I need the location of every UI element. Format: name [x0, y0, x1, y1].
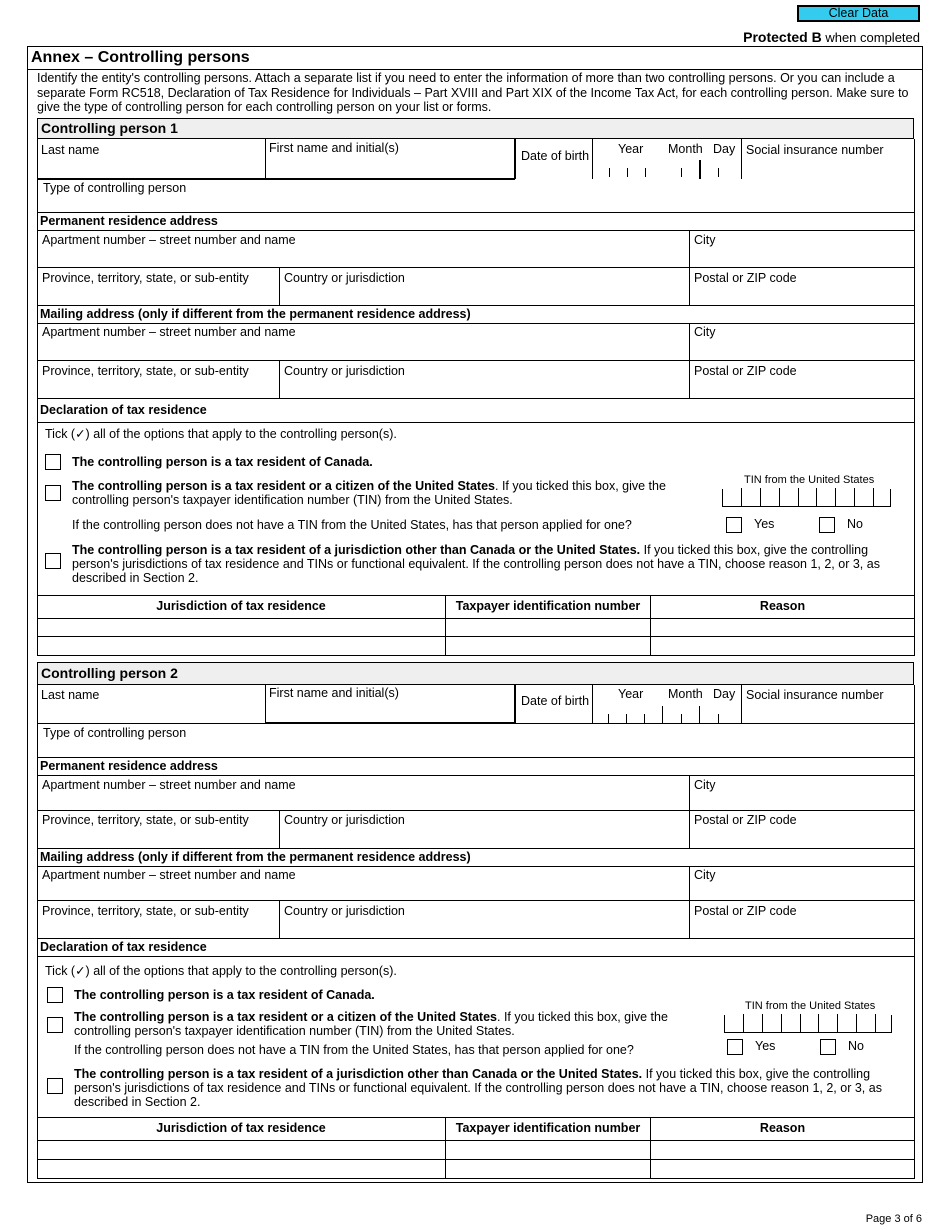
canada-resident-label: The controlling person is a tax resident of Canada. — [74, 988, 375, 1002]
reason-row-2-select[interactable] — [652, 1161, 912, 1177]
mail-province-input[interactable] — [39, 379, 277, 396]
us-resident-label — [72, 479, 672, 507]
divider — [914, 212, 915, 305]
country-label: Country or jurisdiction — [284, 813, 405, 827]
divider — [37, 685, 38, 723]
city-label: City — [694, 325, 716, 339]
no-label: No — [847, 517, 863, 531]
annex-title-divider — [28, 69, 922, 70]
mail-country-input[interactable] — [281, 919, 687, 936]
divider — [741, 139, 742, 179]
divider — [37, 723, 914, 724]
divider — [37, 305, 38, 398]
divider — [279, 267, 280, 305]
date-of-birth-label: Date of birth — [521, 149, 590, 163]
perm-street-input[interactable] — [39, 248, 687, 266]
declaration-heading: Declaration of tax residence — [40, 403, 207, 417]
divider — [279, 810, 280, 848]
day-label: Day — [713, 142, 736, 156]
postal-label: Postal or ZIP code — [694, 271, 797, 285]
divider — [37, 323, 914, 324]
divider — [741, 685, 742, 723]
tin-row-2-input[interactable] — [447, 1161, 648, 1177]
country-label: Country or jurisdiction — [284, 271, 405, 285]
apt-street-label: Apartment number – street number and name — [42, 325, 296, 339]
postal-label: Postal or ZIP code — [694, 813, 797, 827]
perm-address-heading: Permanent residence address — [40, 759, 218, 773]
date-of-birth-input[interactable] — [594, 703, 739, 722]
tin-us-label: TIN from the United States — [744, 474, 875, 486]
postal-label: Postal or ZIP code — [694, 364, 797, 378]
col-jurisdiction-header: Jurisdiction of tax residence — [156, 599, 326, 613]
type-input[interactable] — [39, 741, 912, 756]
divider — [914, 685, 915, 723]
divider — [914, 305, 915, 398]
page-number: Page 3 of 6 — [865, 1213, 922, 1225]
divider — [445, 1117, 446, 1178]
applied-question: If the controlling person does not have a TIN from the United States, has that person applied for one? — [72, 518, 632, 532]
day-label: Day — [713, 687, 736, 701]
divider — [689, 775, 690, 848]
divider — [37, 757, 914, 758]
apt-street-label: Apartment number – street number and name — [42, 868, 296, 882]
applied-yes-checkbox[interactable] — [727, 1039, 743, 1055]
divider — [279, 360, 280, 398]
divider — [37, 178, 266, 180]
other-jurisdiction-label — [74, 1067, 914, 1109]
divider — [914, 757, 915, 848]
other-jurisdiction-rest: If you ticked this box, give the controlling person's jurisdictions of tax residence and TINs or functional equivalent. If the controlling person does not have a TIN, choose reason 1, 2, or 3, as described in Section 2. — [74, 1067, 882, 1109]
col-tin-header: Taxpayer identification number — [455, 1121, 641, 1135]
divider — [37, 398, 914, 399]
divider — [650, 1117, 651, 1178]
apt-street-label: Apartment number – street number and name — [42, 778, 296, 792]
divider — [514, 139, 516, 179]
divider — [265, 139, 266, 179]
divider — [37, 1140, 914, 1141]
sin-input[interactable] — [743, 703, 912, 721]
us-resident-label — [74, 1010, 674, 1038]
perm-province-input[interactable] — [39, 286, 277, 303]
perm-postal-input[interactable] — [691, 828, 912, 846]
other-jurisdiction-rest: If you ticked this box, give the controlling person's jurisdictions of tax residence and TINs or functional equivalent. If the controlling person does not have a TIN, choose reason 1, 2, or 3, as described in Section 2. — [72, 543, 880, 585]
mail-city-input[interactable] — [691, 340, 912, 358]
protected-rest: when completed — [821, 30, 920, 45]
us-resident-checkbox[interactable] — [45, 485, 61, 501]
divider — [592, 139, 593, 179]
province-label: Province, territory, state, or sub-entity — [42, 364, 249, 378]
declaration-heading: Declaration of tax residence — [40, 940, 207, 954]
divider — [37, 618, 914, 619]
divider — [592, 685, 593, 723]
applied-no-checkbox[interactable] — [820, 1039, 836, 1055]
divider — [37, 723, 38, 757]
mail-city-input[interactable] — [691, 883, 912, 899]
country-label: Country or jurisdiction — [284, 364, 405, 378]
province-label: Province, territory, state, or sub-entity — [42, 904, 249, 918]
divider — [37, 810, 914, 811]
divider — [37, 139, 38, 179]
divider — [265, 178, 515, 180]
person-title: Controlling person 2 — [41, 665, 178, 681]
other-jurisdiction-checkbox[interactable] — [45, 553, 61, 569]
divider — [37, 305, 914, 306]
tin-row-2-input[interactable] — [447, 638, 648, 654]
perm-province-input[interactable] — [39, 828, 277, 846]
reason-row-1-select[interactable] — [652, 1142, 912, 1158]
city-label: City — [694, 778, 716, 792]
first-name-label: First name and initial(s) — [269, 686, 399, 700]
yes-label: Yes — [755, 1039, 776, 1053]
tick-instruction: Tick (✓) all of the options that apply to the controlling person(s). — [45, 427, 397, 441]
last-name-label: Last name — [41, 143, 100, 157]
divider — [37, 595, 914, 596]
postal-label: Postal or ZIP code — [694, 904, 797, 918]
col-reason-header: Reason — [759, 1121, 806, 1135]
perm-address-heading: Permanent residence address — [40, 214, 218, 228]
sin-label: Social insurance number — [746, 143, 884, 157]
jurisdiction-row-1-input[interactable] — [39, 620, 443, 635]
canada-resident-checkbox[interactable] — [47, 987, 63, 1003]
mail-street-input[interactable] — [39, 340, 687, 358]
divider — [37, 1117, 914, 1118]
sin-input[interactable] — [743, 158, 912, 176]
divider — [37, 179, 38, 213]
apt-street-label: Apartment number – street number and name — [42, 233, 296, 247]
other-jurisdiction-label — [72, 543, 907, 585]
divider — [914, 179, 915, 213]
year-label: Year — [618, 142, 644, 156]
divider — [37, 1178, 914, 1179]
divider — [37, 900, 914, 901]
divider — [514, 685, 516, 723]
mail-postal-input[interactable] — [691, 379, 912, 396]
province-label: Province, territory, state, or sub-entity — [42, 813, 249, 827]
divider — [914, 938, 915, 1179]
divider — [914, 139, 915, 179]
date-of-birth-input[interactable] — [594, 158, 739, 177]
perm-street-input[interactable] — [39, 793, 687, 809]
yes-label: Yes — [754, 517, 775, 531]
type-label: Type of controlling person — [43, 181, 187, 195]
clear-data-button[interactable]: Clear Data — [797, 5, 920, 22]
city-label: City — [694, 233, 716, 247]
divider — [279, 900, 280, 938]
divider — [37, 938, 914, 939]
tin-row-1-input[interactable] — [447, 1142, 648, 1158]
col-tin-header: Taxpayer identification number — [455, 599, 641, 613]
last-name-label: Last name — [41, 688, 100, 702]
tin-us-input[interactable] — [724, 1015, 892, 1033]
country-label: Country or jurisdiction — [284, 904, 405, 918]
date-of-birth-label: Date of birth — [521, 694, 590, 708]
perm-postal-input[interactable] — [691, 286, 912, 303]
applied-no-checkbox[interactable] — [819, 517, 835, 533]
divider — [265, 685, 266, 723]
annex-title: Annex – Controlling persons — [31, 49, 250, 66]
protected-notice — [743, 29, 920, 45]
mail-street-input[interactable] — [39, 883, 687, 899]
perm-city-input[interactable] — [691, 793, 912, 809]
perm-country-input[interactable] — [281, 286, 687, 303]
month-label: Month — [668, 142, 703, 156]
divider — [37, 360, 914, 361]
type-label: Type of controlling person — [43, 726, 187, 740]
mail-province-input[interactable] — [39, 919, 277, 936]
divider — [37, 212, 38, 305]
divider — [689, 866, 690, 938]
divider — [37, 267, 914, 268]
divider — [37, 848, 38, 938]
mailing-address-heading: Mailing address (only if different from the permanent residence address) — [40, 307, 471, 321]
year-label: Year — [618, 687, 644, 701]
other-jurisdiction-bold: The controlling person is a tax resident of a jurisdiction other than Canada or the United States. — [74, 1067, 643, 1081]
month-label: Month — [668, 687, 703, 701]
divider — [37, 757, 38, 848]
us-resident-rest: . If you ticked this box, give the controlling person's taxpayer identification number (TIN) from the United States. — [72, 479, 666, 507]
divider — [37, 636, 914, 637]
sin-label: Social insurance number — [746, 688, 884, 702]
divider — [37, 775, 914, 776]
tick-instruction: Tick (✓) all of the options that apply to the controlling person(s). — [45, 964, 397, 978]
perm-country-input[interactable] — [281, 828, 687, 846]
canada-resident-label: The controlling person is a tax resident of Canada. — [72, 455, 373, 469]
divider — [37, 956, 914, 957]
us-resident-bold: The controlling person is a tax resident or a citizen of the United States — [74, 1010, 497, 1024]
perm-city-input[interactable] — [691, 248, 912, 266]
person-title: Controlling person 1 — [41, 120, 178, 136]
reason-row-1-select[interactable] — [652, 620, 912, 635]
controlling-person-2-section — [37, 662, 914, 1207]
other-jurisdiction-checkbox[interactable] — [47, 1078, 63, 1094]
protected-b-label: Protected B — [743, 29, 822, 45]
last-name-input[interactable] — [39, 703, 263, 721]
controlling-person-1-section — [37, 118, 914, 663]
applied-question: If the controlling person does not have a TIN from the United States, has that person applied for one? — [74, 1043, 634, 1057]
no-label: No — [848, 1039, 864, 1053]
divider — [37, 422, 914, 423]
mail-postal-input[interactable] — [691, 919, 912, 936]
tin-row-1-input[interactable] — [447, 620, 648, 635]
applied-yes-checkbox[interactable] — [726, 517, 742, 533]
divider — [37, 1159, 914, 1160]
city-label: City — [694, 868, 716, 882]
divider — [914, 723, 915, 757]
mailing-address-heading: Mailing address (only if different from the permanent residence address) — [40, 850, 471, 864]
province-label: Province, territory, state, or sub-entity — [42, 271, 249, 285]
divider — [37, 938, 38, 1179]
last-name-input[interactable] — [39, 158, 263, 176]
mail-country-input[interactable] — [281, 379, 687, 396]
first-name-input[interactable] — [267, 158, 512, 176]
canada-resident-checkbox[interactable] — [45, 454, 61, 470]
other-jurisdiction-bold: The controlling person is a tax resident of a jurisdiction other than Canada or the United States. — [72, 543, 641, 557]
jurisdiction-row-2-input[interactable] — [39, 638, 443, 654]
divider — [37, 866, 914, 867]
col-jurisdiction-header: Jurisdiction of tax residence — [156, 1121, 326, 1135]
us-resident-bold: The controlling person is a tax resident or a citizen of the United States — [72, 479, 495, 493]
divider — [650, 595, 651, 655]
first-name-label: First name and initial(s) — [269, 141, 399, 155]
divider — [37, 230, 914, 231]
type-input[interactable] — [39, 196, 912, 211]
annex-intro: Identify the entity's controlling persons. Attach a separate list if you need to enter the information of more than two controlling persons. Or you can include a separate Form RC518, Declaration of Tax Residence for Individuals – Part XVIII and Part XIX of the Income Tax Act, for each controlling person. Make sure to give the type of controlling person for each controlling person on your list or forms. — [37, 71, 909, 114]
jurisdiction-row-1-input[interactable] — [39, 1142, 443, 1158]
col-reason-header: Reason — [759, 599, 806, 613]
divider — [914, 848, 915, 938]
divider — [445, 595, 446, 655]
divider — [914, 398, 915, 656]
tin-us-input[interactable] — [722, 489, 891, 507]
divider — [37, 848, 914, 849]
us-resident-checkbox[interactable] — [47, 1017, 63, 1033]
first-name-input[interactable] — [267, 703, 512, 721]
tin-us-label: TIN from the United States — [745, 1000, 876, 1012]
reason-row-2-select[interactable] — [652, 638, 912, 654]
jurisdiction-row-2-input[interactable] — [39, 1161, 443, 1177]
divider — [37, 212, 914, 213]
us-resident-rest: . If you ticked this box, give the controlling person's taxpayer identification number (TIN) from the United States. — [74, 1010, 668, 1038]
divider — [37, 655, 914, 656]
